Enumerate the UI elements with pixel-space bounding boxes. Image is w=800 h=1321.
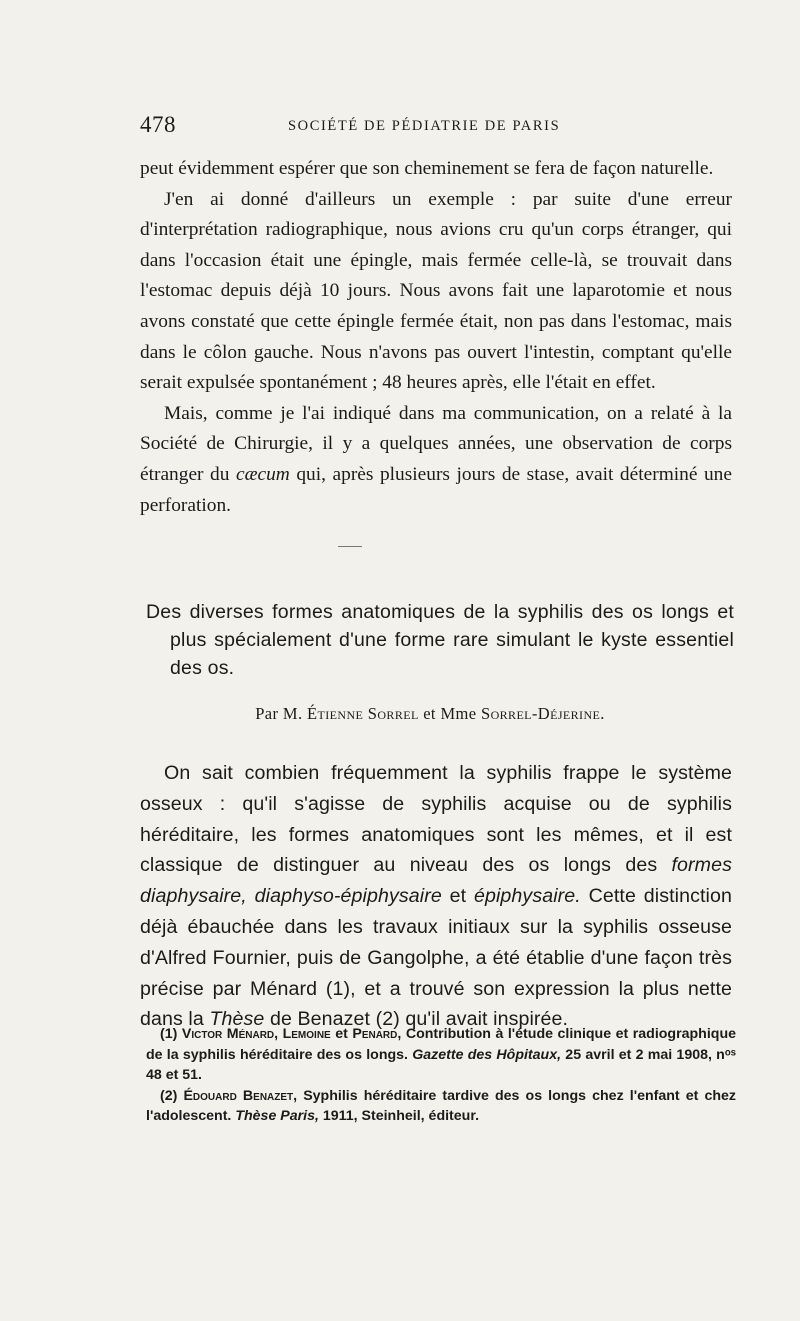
paragraph-observation-text: Mais, comme je l'ai indiqué dans ma communication, on a relaté à la Société de Chirurgie, il y a quelques années, une observation de corps étranger du bbox=[140, 402, 732, 485]
body-italic-segment: épiphysaire. bbox=[473, 885, 581, 908]
footnote-author: Penard bbox=[352, 1026, 398, 1042]
footnote-separator: , bbox=[274, 1026, 283, 1042]
body-text-segment: et bbox=[441, 885, 474, 908]
author-name: Sorrel-Déjerine bbox=[481, 704, 601, 723]
section-divider bbox=[338, 546, 362, 547]
paragraph-observation bbox=[140, 399, 732, 521]
article-authors bbox=[140, 704, 720, 724]
footnote-text: 25 avril et 2 mai 1908, nᵒˢ 48 et 51. bbox=[146, 1046, 736, 1083]
paragraph-observation-end: qui, après plusieurs jours de stase, avait déterminé une perforation. bbox=[140, 463, 732, 516]
paragraph-continued: peut évidemment espérer que son cheminement se fera de façon naturelle. bbox=[140, 158, 714, 179]
footnote-2 bbox=[146, 1086, 736, 1127]
paragraph-observation-italic: cæcum bbox=[235, 463, 290, 485]
authors-suffix: . bbox=[600, 704, 605, 723]
footnote-number: (2) bbox=[160, 1087, 184, 1104]
footnote-author: Lemoine bbox=[282, 1026, 331, 1042]
author-name: Étienne Sorrel bbox=[307, 704, 419, 723]
article-paragraph bbox=[140, 758, 732, 1035]
footnote-journal: Thèse Paris, bbox=[235, 1108, 319, 1124]
footnote-author: Édouard Benazet bbox=[183, 1087, 294, 1104]
footnote-journal: Gazette des Hôpitaux, bbox=[412, 1046, 562, 1063]
footnote-number: (1) bbox=[160, 1026, 182, 1042]
page-header bbox=[140, 112, 740, 142]
footnote-1 bbox=[146, 1024, 736, 1086]
footnote-separator: et bbox=[330, 1026, 353, 1042]
paragraph-example: J'en ai donné d'ailleurs un exemple : par suite d'une erreur d'interprétation radiographique, nous avions cru qu'un corps étranger, qui dans l'occasion était une épingle, mais fermée celle-là, se trouvait dans l'estomac depuis déjà 10 jours. Nous avons fait une laparotomie et nous avons constaté que cette épingle fermée était, non pas dans l'estomac, mais dans le côlon gauche. Nous n'avons pas ouvert l'intestin, comptant qu'elle serait expulsée spontanément ; 48 heures après, elle l'était en effet. bbox=[140, 188, 732, 394]
body-text-segment: On sait combien fréquemment la syphilis frappe le système osseux : qu'il s'agisse de syphilis acquise ou de syphilis héréditaire, les formes anatomiques sont les mêmes, et il est classique de distinguer au niveau des os longs des bbox=[140, 762, 732, 877]
authors-mid: et Mme bbox=[418, 704, 481, 723]
body-text-segment: Cette distinction déjà ébauchée dans les travaux initiaux sur la syphilis osseuse d'Alfred Fournier, puis de Gangolphe, a été établie d'une façon très précise par Ménard (1), et a trouvé son expression la plus nette dans la bbox=[140, 885, 733, 1031]
footnote-author: Victor Ménard bbox=[181, 1026, 275, 1042]
page-number: 478 bbox=[140, 112, 176, 137]
footnotes bbox=[146, 1024, 736, 1127]
continued-text bbox=[140, 154, 732, 521]
article-body bbox=[140, 758, 732, 1035]
body-text-segment: de Benazet (2) qu'il avait inspirée. bbox=[264, 1008, 569, 1031]
body-italic-segment: Thèse bbox=[209, 1008, 265, 1031]
running-title: SOCIÉTÉ DE PÉDIATRIE DE PARIS bbox=[288, 118, 561, 134]
body-italic-segment: formes diaphysaire, diaphyso-épiphysaire bbox=[140, 854, 732, 908]
footnote-text: , Contribution à l'étude clinique et radiographique de la syphilis héréditaire des os longs. bbox=[146, 1026, 737, 1063]
article-title bbox=[146, 598, 734, 682]
article-title-text: Des diverses formes anatomiques de la syphilis des os longs et plus spécialement d'une forme rare simulant le kyste essentiel des os. bbox=[146, 601, 734, 679]
footnote-text: 1911, Steinheil, éditeur. bbox=[318, 1108, 480, 1124]
authors-prefix: Par M. bbox=[255, 704, 308, 723]
footnote-text: , Syphilis héréditaire tardive des os longs chez l'enfant et chez l'adolescent. bbox=[146, 1087, 736, 1124]
